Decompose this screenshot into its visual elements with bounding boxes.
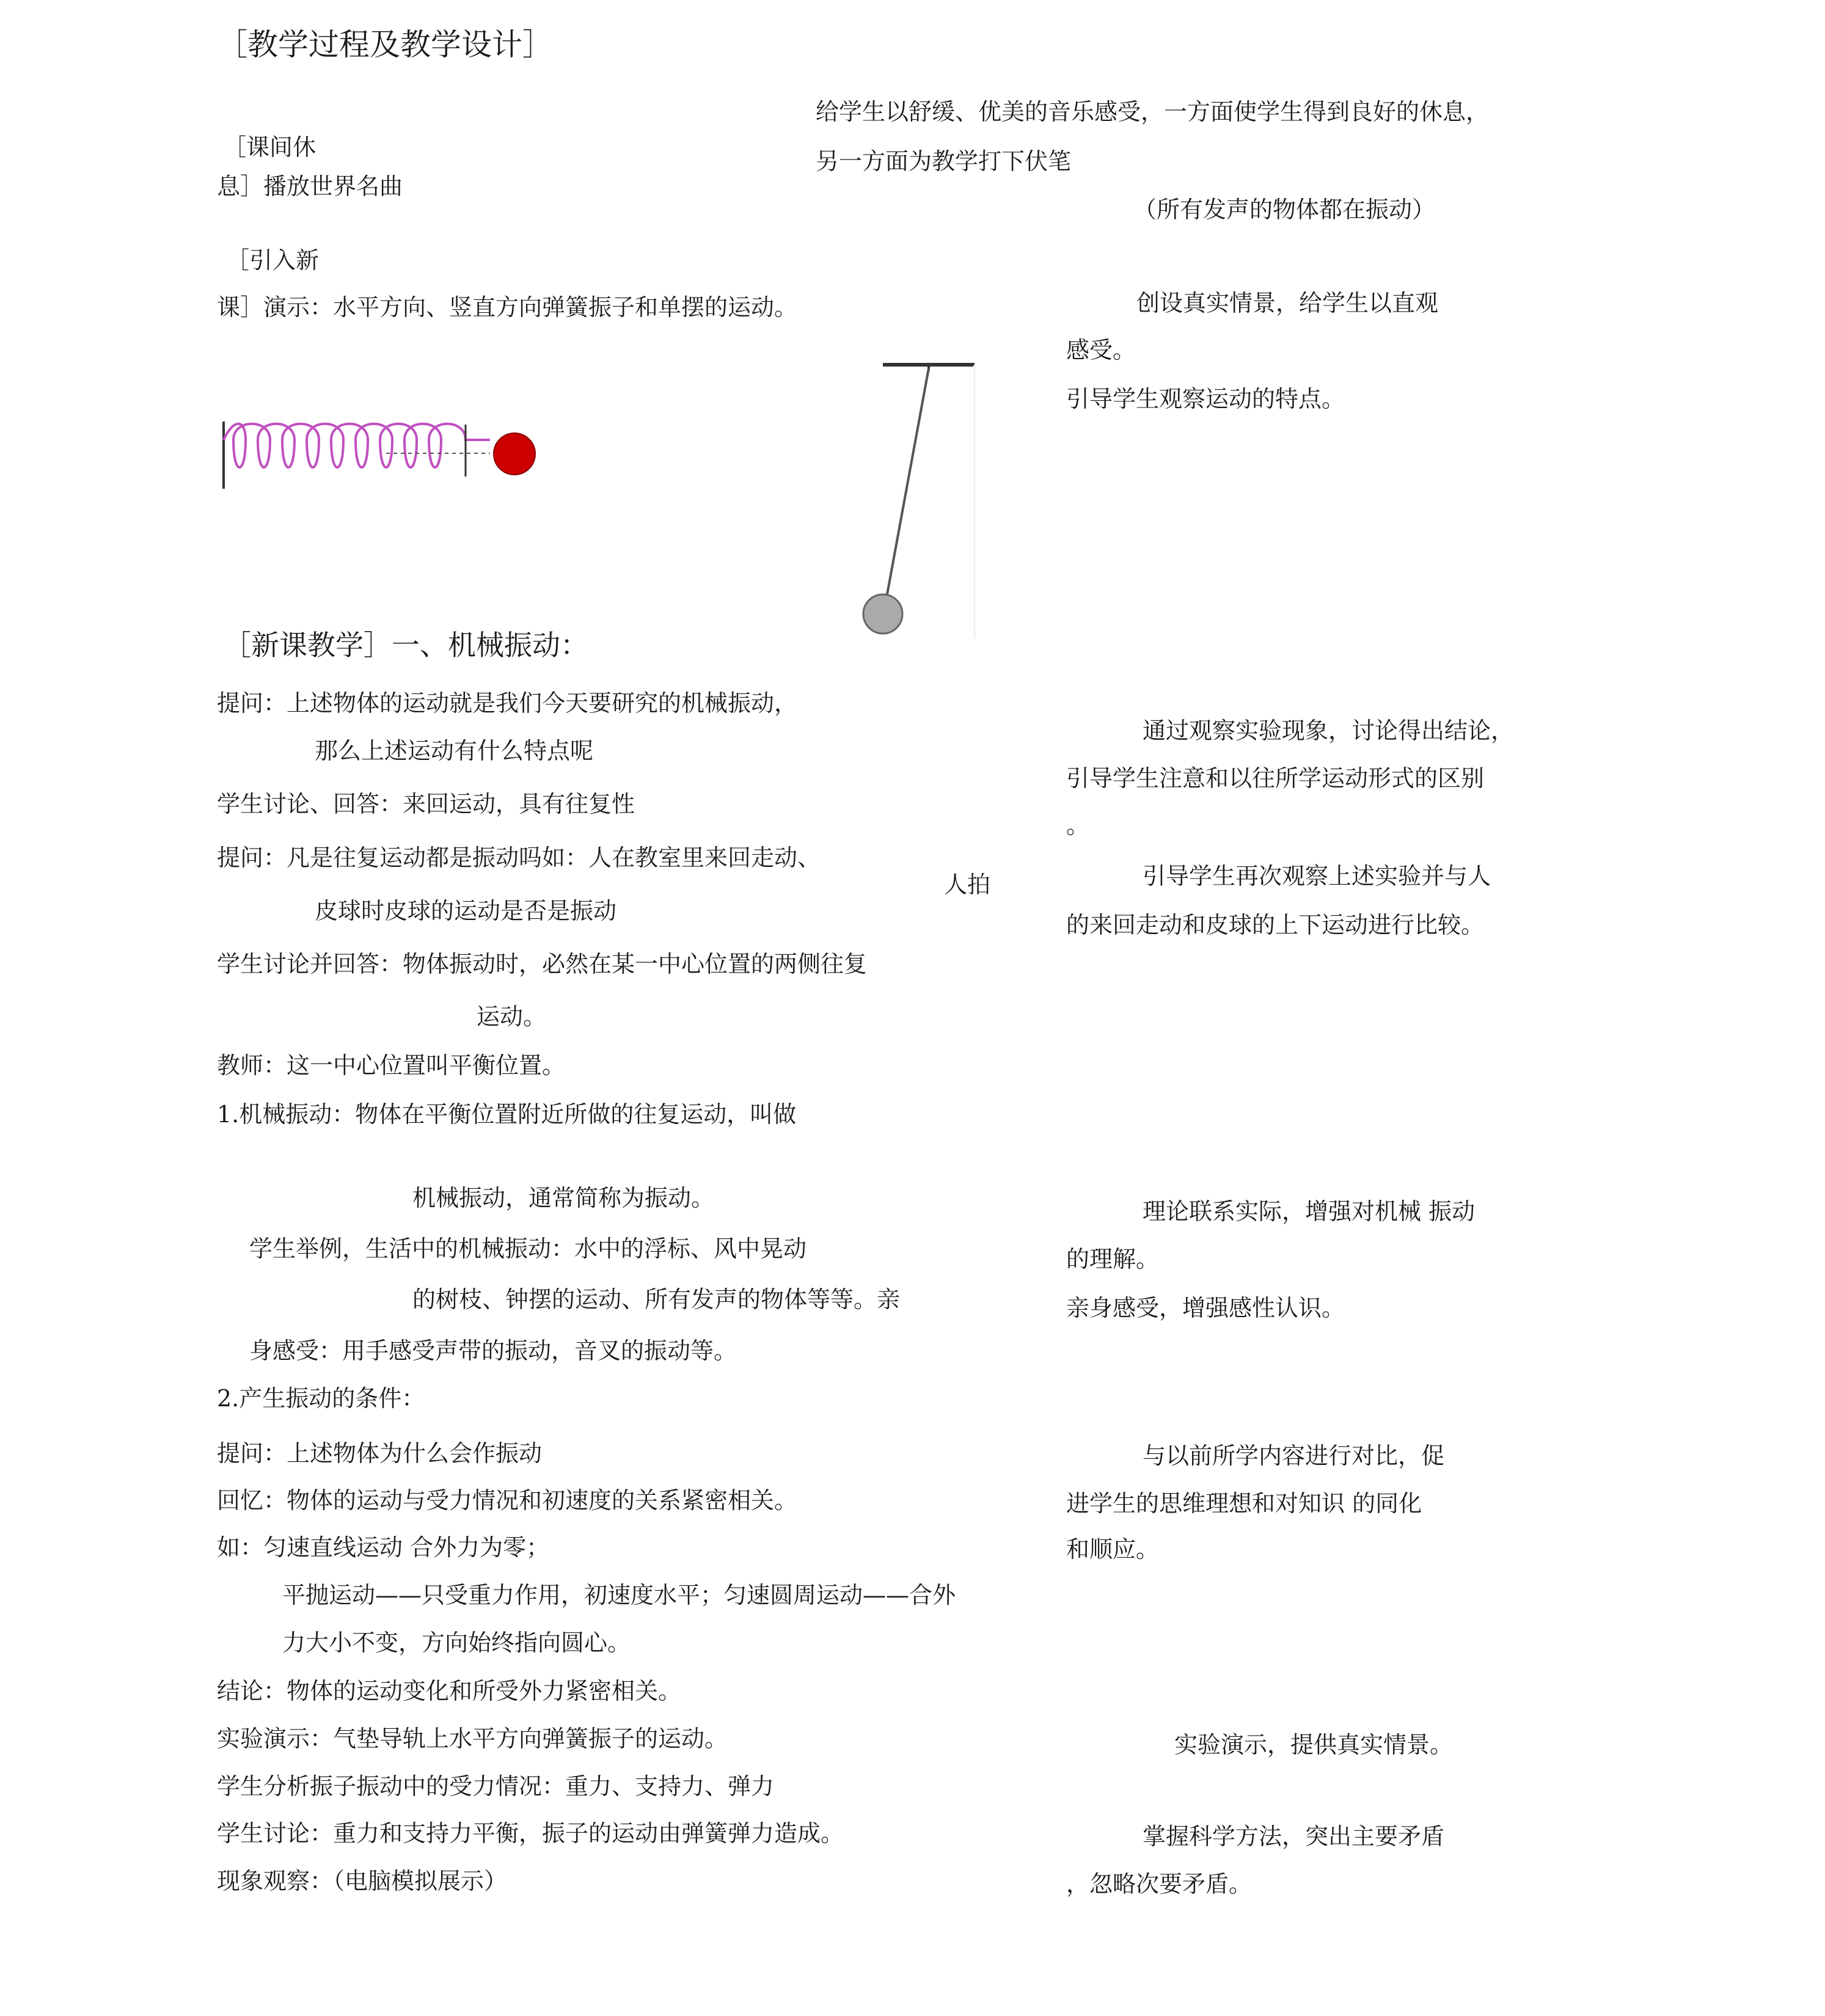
teacher-statement: 教师：这一中心位置叫平衡位置。 bbox=[217, 1052, 566, 1079]
experiment-demo: 实验演示：气垫导轨上水平方向弹簧振子的运动。 bbox=[217, 1725, 728, 1752]
intro-label: ［引入新 bbox=[226, 247, 320, 274]
all-vibrate-note: （所有发声的物体都在振动） bbox=[1133, 196, 1436, 223]
conclusion: 结论：物体的运动变化和所受外力紧密相关。 bbox=[217, 1678, 682, 1704]
question-2-side-text: 人拍 bbox=[944, 871, 991, 898]
compare-note-line-1: 与以前所学内容进行对比，促 bbox=[1143, 1442, 1445, 1469]
question-1-line-2: 那么上述运动有什么特点呢 bbox=[315, 737, 594, 764]
question-2-line-2: 皮球时皮球的运动是否是振动 bbox=[315, 897, 617, 924]
answer-2-line-1: 学生讨论并回答：物体振动时，必然在某一中心位置的两侧往复 bbox=[217, 951, 868, 977]
horizontal-spring-figure bbox=[221, 415, 539, 495]
answer-1: 学生讨论、回答：来回运动，具有往复性 bbox=[217, 791, 635, 817]
method-note-line-2: ，忽略次要矛盾。 bbox=[1066, 1871, 1253, 1897]
music-note-line-2: 另一方面为教学打下伏笔 bbox=[816, 148, 1072, 175]
observation-note-line-3: 。 bbox=[1066, 812, 1090, 839]
recall: 回忆：物体的运动与受力情况和初速度的关系紧密相关。 bbox=[217, 1487, 798, 1514]
new-lesson-heading: ［新课教学］一、机械振动： bbox=[223, 629, 588, 662]
pendulum-bob bbox=[863, 594, 902, 634]
theory-note-line-2: 的理解。 bbox=[1066, 1246, 1160, 1273]
question-2-line-1: 提问：凡是往复运动都是振动吗如：人在教室里来回走动、 bbox=[217, 844, 821, 871]
oscillator-ball bbox=[494, 433, 535, 475]
definition-1-line-1: 1.机械振动：物体在平衡位置附近所做的往复运动，叫做 bbox=[217, 1101, 797, 1128]
guide-compare-line-1: 引导学生再次观察上述实验并与人 bbox=[1143, 863, 1491, 889]
theory-note-line-1: 理论联系实际，增强对机械 振动 bbox=[1143, 1198, 1476, 1225]
observation-note-line-2: 引导学生注意和以往所学运动形式的区别 bbox=[1066, 765, 1485, 792]
compare-note-line-2: 进学生的思维理想和对知识 的同化 bbox=[1066, 1490, 1422, 1517]
example-uniform-motion: 如：匀速直线运动 合外力为零； bbox=[217, 1534, 550, 1561]
definition-1-line-2: 机械振动，通常简称为振动。 bbox=[412, 1185, 715, 1211]
pendulum-figure bbox=[852, 357, 993, 638]
guide-observe-note: 引导学生观察运动的特点。 bbox=[1066, 385, 1345, 412]
force-analysis: 学生分析振子振动中的受力情况：重力、支持力、弹力 bbox=[217, 1773, 775, 1800]
break-label-1: ［课间休 bbox=[223, 134, 316, 161]
scene-note-line-2: 感受。 bbox=[1066, 337, 1136, 363]
spring-coil bbox=[224, 424, 490, 467]
page-title: ［教学过程及教学设计］ bbox=[217, 27, 553, 62]
conditions-title: 2.产生振动的条件： bbox=[217, 1385, 425, 1412]
guide-compare-line-2: 的来回走动和皮球的上下运动进行比较。 bbox=[1066, 911, 1485, 938]
music-note-line-1: 给学生以舒缓、优美的音乐感受，一方面使学生得到良好的休息， bbox=[816, 98, 1490, 125]
method-note-line-1: 掌握科学方法，突出主要矛盾 bbox=[1143, 1823, 1445, 1850]
feel-note: 亲身感受，增强感性认识。 bbox=[1066, 1295, 1345, 1321]
student-discussion: 学生讨论：重力和支持力平衡，振子的运动由弹簧弹力造成。 bbox=[217, 1820, 844, 1847]
example-line-3: 力大小不变，方向始终指向圆心。 bbox=[282, 1629, 631, 1656]
observation: 现象观察：（电脑模拟展示） bbox=[217, 1868, 508, 1894]
intro-demo: 课］演示：水平方向、竖直方向弹簧振子和单摆的运动。 bbox=[217, 294, 798, 321]
experiment-note: 实验演示，提供真实情景。 bbox=[1174, 1731, 1454, 1758]
examples-line-3: 身感受：用手感受声带的振动，音叉的振动等。 bbox=[249, 1337, 737, 1364]
answer-2-line-2: 运动。 bbox=[477, 1003, 547, 1030]
pendulum-string bbox=[884, 368, 929, 611]
break-label-2: 息］播放世界名曲 bbox=[217, 173, 403, 200]
examples-line-1: 学生举例，生活中的机械振动：水中的浮标、风中晃动 bbox=[249, 1235, 807, 1262]
examples-line-2: 的树枝、钟摆的运动、所有发声的物体等等。亲 bbox=[412, 1286, 901, 1313]
question-3: 提问：上述物体为什么会作振动 bbox=[217, 1440, 543, 1467]
example-line-2: 平抛运动——只受重力作用，初速度水平；匀速圆周运动——合外 bbox=[282, 1582, 956, 1609]
observation-note-line-1: 通过观察实验现象，讨论得出结论， bbox=[1143, 717, 1515, 744]
scene-note-line-1: 创设真实情景，给学生以直观 bbox=[1136, 290, 1439, 316]
compare-note-line-3: 和顺应。 bbox=[1066, 1536, 1160, 1563]
question-1-line-1: 提问：上述物体的运动就是我们今天要研究的机械振动， bbox=[217, 690, 798, 717]
